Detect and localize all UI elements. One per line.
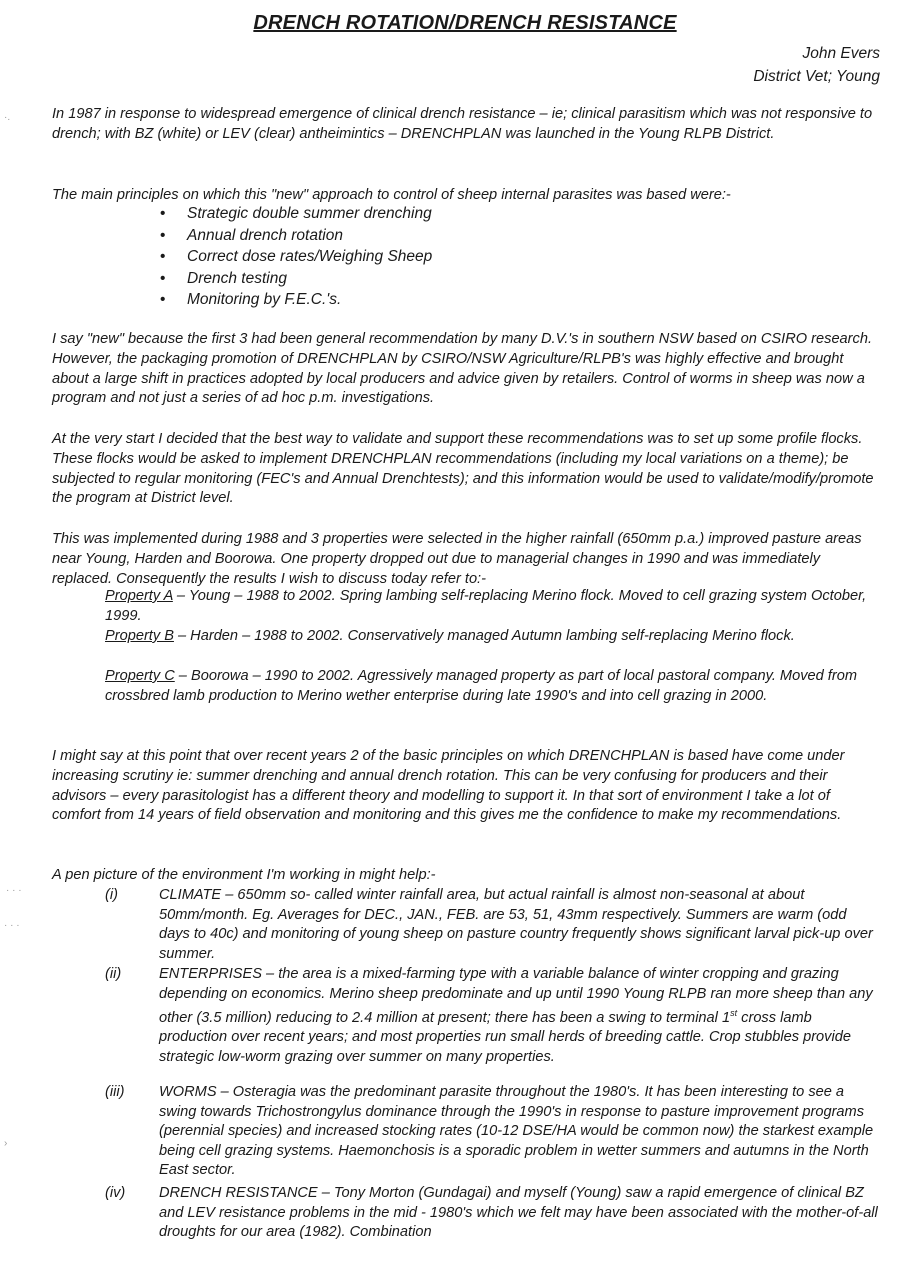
- superscript: st: [730, 1008, 738, 1018]
- paragraph-scrutiny: I might say at this point that over recent years 2 of the basic principles on which DRENCHPLAN is based have come under increasing scrutiny ie: summer drenching and annual drench rotation. This can be very confusing for producers and their advisors – every parasitologist has a different theory and modelling to support it. In that sort of environment I take a lot of comfort from 14 years of field observation and monitoring and this gives me the confidence to make my recommendations.: [52, 748, 845, 824]
- property-b-text: – Harden – 1988 to 2002. Conservatively managed Autumn lambing self-replacing Merino flock.: [173, 628, 795, 644]
- property-a-text: – Young – 1988 to 2002. Spring lambing self-replacing Merino flock. Moved to cell grazing system October, 1999.: [105, 588, 867, 624]
- item-text: WORMS – Osteragia was the predominant parasite throughout the 1980's. It has been interesting to see a swing towards Trichostrongylus dominance through the 1990's in response to pasture improvement programs (perennial species) and increased stocking rates (10-12 DSE/HA would be common now) the starkest example being cell grazing systems. Haemonchosis is a sporadic problem in wetter summers and autumns in the North East sector.: [159, 1084, 874, 1178]
- list-item: • Correct dose rates/Weighing Sheep: [160, 246, 660, 268]
- list-item: • Monitoring by F.E.C.'s.: [160, 289, 660, 311]
- item-text: CLIMATE – 650mm so- called winter rainfall area, but actual rainfall is almost non-seasonal at about 50mm/month. Eg. Averages for DEC., JAN., FEB. are 53, 51, 43mm respectively. Summers are warm (odd days to 40c) and monitoring of young sheep on pasture country frequently shows significant larval pick-up over summer.: [159, 887, 873, 962]
- property-b-name: Property B: [105, 628, 174, 644]
- property-c-text: – Boorowa – 1990 to 2002. Agressively managed property as part of local pastoral company. Moved from crossbred lamb production to Merino wether enterprise during late 1990's and into cell grazing in 2000.: [105, 668, 857, 704]
- scan-mark: · · ·: [6, 885, 22, 896]
- list-item: • Strategic double summer drenching: [160, 203, 660, 225]
- item-text-part: ENTERPRISES – the area is a mixed-farming type with a variable balance of winter cropping and grazing depending on economics. Merino sheep predominate and up until 1990 Young RLPB ran more sheep than any other (3.5 million) reducing to 2.4 million at present; there has been a swing to terminal 1: [159, 966, 873, 1026]
- scan-mark: ›: [4, 1138, 8, 1149]
- paragraph-profile-flocks: At the very start I decided that the best way to validate and support these recommendations was to set up some profile flocks. These flocks would be asked to implement DRENCHPLAN recommendations (including my local variations on a theme); be subjected to regular monitoring (FEC's and Annual Drenchtests); and this information would be used to validate/modify/promote the program at District level.: [52, 431, 874, 507]
- scan-mark: ·.: [4, 112, 11, 123]
- property-b: [105, 627, 880, 647]
- principles-list: [160, 203, 660, 311]
- item-number: (iv): [105, 1185, 126, 1201]
- author-block: [753, 42, 880, 88]
- item-number: (iii): [105, 1084, 125, 1100]
- principles-intro: The main principles on which this "new" approach to control of sheep internal parasites was based were:-: [52, 187, 731, 203]
- author-role: District Vet; Young: [753, 68, 880, 85]
- document-title: DRENCH ROTATION/DRENCH RESISTANCE: [253, 12, 677, 34]
- item-text: DRENCH RESISTANCE – Tony Morton (Gundagai) and myself (Young) saw a rapid emergence of clinical BZ and LEV resistance problems in the mid - 1980's which we felt may have been associated with the mother-of-all droughts for our area (1982). Combination: [159, 1185, 878, 1240]
- item-text: [159, 965, 881, 1067]
- scan-mark: · · ·: [4, 920, 20, 931]
- property-a-name: Property A: [105, 588, 173, 604]
- item-number: (i): [105, 887, 118, 903]
- list-item: • Drench testing: [160, 268, 660, 290]
- property-a: [105, 587, 880, 627]
- item-text-part: cross lamb production over recent years; and most properties run small herds of breeding cattle. Crop stubbles provide strategic low-worm grazing over summer on many properties.: [159, 1009, 851, 1065]
- list-item: • Annual drench rotation: [160, 225, 660, 247]
- paragraph-implementation: This was implemented during 1988 and 3 properties were selected in the higher rainfall (650mm p.a.) improved pasture areas near Young, Harden and Boorowa. One property dropped out due to managerial changes in 1990 and was immediately replaced. Consequently the results I wish to discuss today refer to:-: [52, 531, 862, 587]
- paragraph-pen-picture: A pen picture of the environment I'm working in might help:-: [52, 867, 436, 883]
- paragraph-new: I say "new" because the first 3 had been general recommendation by many D.V.'s in southern NSW based on CSIRO research. However, the packaging promotion of DRENCHPLAN by CSIRO/NSW Agriculture/RLPB's was highly effective and brought about a large shift in practices adopted by local producers and advice given by retailers. Control of worms in sheep was now a program and not just a series of ad hoc p.m. investigations.: [52, 331, 873, 407]
- item-number: (ii): [105, 966, 122, 982]
- property-c-name: Property C: [105, 668, 175, 684]
- property-c: [105, 667, 880, 707]
- author-name: John Evers: [802, 45, 880, 62]
- intro-paragraph: In 1987 in response to widespread emergence of clinical drench resistance – ie; clinical parasitism which was not responsive to drench; with BZ (white) or LEV (clear) antheimintics – DRENCHPLAN was launched in the Young RLPB District.: [52, 106, 873, 142]
